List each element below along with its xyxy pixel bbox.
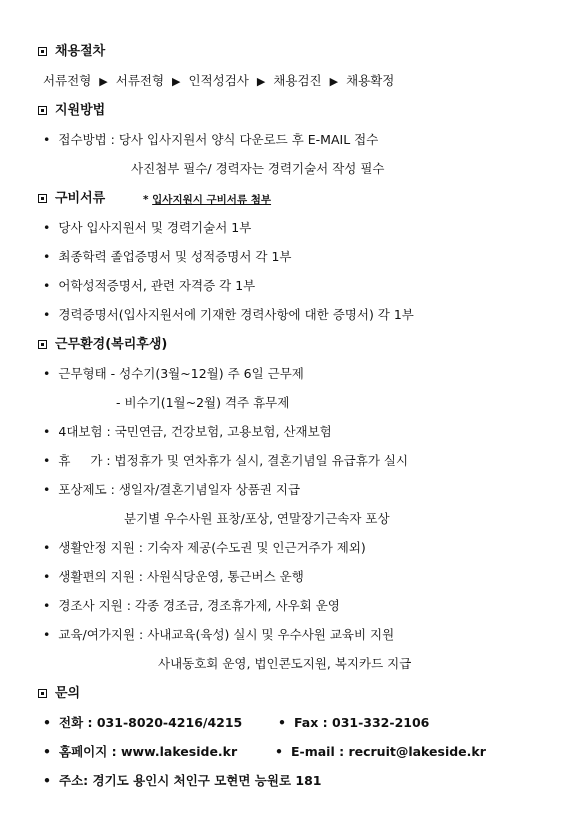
contact-email bbox=[275, 744, 486, 760]
bullet-icon: • bbox=[43, 627, 51, 642]
documents-item-text: 당사 입사지원서 및 경력기술서 1부 bbox=[58, 220, 252, 235]
procedure-step: 서류전형 bbox=[115, 73, 165, 88]
bullet-icon: • bbox=[43, 569, 51, 584]
fax-text: Fax : 031-332-2106 bbox=[294, 715, 430, 730]
procedure-step: 채용검진 bbox=[273, 73, 322, 88]
bullet-icon: • bbox=[43, 249, 51, 264]
procedure-step: 채용확정 bbox=[346, 73, 395, 88]
bullet-icon: • bbox=[43, 453, 51, 468]
documents-item bbox=[43, 220, 251, 236]
section-marker-icon bbox=[38, 340, 47, 349]
bullet-icon: • bbox=[275, 744, 283, 759]
phone-text: 전화 : 031-8020-4216/4215 bbox=[59, 715, 243, 730]
welfare-item bbox=[43, 598, 340, 614]
welfare-item bbox=[43, 569, 304, 585]
arrow-icon: ▶ bbox=[99, 75, 108, 88]
welfare-item bbox=[43, 482, 300, 498]
documents-item-text: 어학성적증명서, 관련 자격증 각 1부 bbox=[58, 278, 256, 293]
education-line-2: 사내동호회 운영, 법인콘도지원, 복지카드 지급 bbox=[158, 656, 412, 671]
welfare-title: 근무환경(복리후생) bbox=[55, 337, 168, 352]
note-prefix: * bbox=[143, 194, 153, 206]
email-link[interactable]: E-mail : recruit@lakeside.kr bbox=[291, 744, 486, 759]
bullet-icon: • bbox=[278, 715, 286, 730]
procedure-step: 인적성검사 bbox=[188, 73, 249, 88]
documents-item-text: 경력증명서(입사지원서에 기재한 경력사항에 대한 증명서) 각 1부 bbox=[58, 307, 414, 322]
application-text: 당사 입사지원서 양식 다운로드 후 E-MAIL 접수 bbox=[118, 132, 379, 147]
bullet-icon: • bbox=[43, 773, 51, 788]
contact-title: 문의 bbox=[55, 686, 81, 701]
application-header bbox=[38, 103, 105, 119]
application-line-2: 사진첨부 필수/ 경력자는 경력기술서 작성 필수 bbox=[131, 161, 385, 176]
welfare-item bbox=[43, 366, 304, 382]
application-label: 접수방법 : bbox=[58, 132, 119, 147]
education-text: 교육/여가지원 : 사내교육(육성) 실시 및 우수사원 교육비 지원 bbox=[58, 627, 395, 642]
arrow-icon: ▶ bbox=[172, 75, 181, 88]
application-title: 지원방법 bbox=[55, 103, 106, 118]
address-text: 주소: 경기도 용인시 처인구 모현면 능원로 181 bbox=[59, 773, 322, 788]
homepage-link[interactable]: 홈페이지 : www.lakeside.kr bbox=[59, 744, 238, 759]
procedure-steps bbox=[43, 73, 394, 90]
section-marker-icon bbox=[38, 689, 47, 698]
welfare-item bbox=[43, 453, 408, 469]
contact-fax bbox=[278, 715, 429, 731]
bullet-icon: • bbox=[43, 132, 51, 147]
welfare-item bbox=[43, 627, 394, 643]
documents-item bbox=[43, 249, 291, 265]
contact-header bbox=[38, 686, 80, 702]
reward-text: 포상제도 : 생일자/결혼기념일자 상품권 지급 bbox=[58, 482, 301, 497]
documents-header bbox=[38, 191, 105, 207]
section-marker-icon bbox=[38, 194, 47, 203]
welfare-item bbox=[43, 424, 332, 440]
application-line bbox=[43, 132, 378, 148]
documents-note bbox=[143, 192, 271, 208]
bullet-icon: • bbox=[43, 424, 51, 439]
documents-title: 구비서류 bbox=[55, 191, 106, 206]
bullet-icon: • bbox=[43, 220, 51, 235]
contact-homepage bbox=[43, 744, 237, 760]
celebration-text: 경조사 지원 : 각종 경조금, 경조휴가제, 사우회 운영 bbox=[58, 598, 340, 613]
arrow-icon: ▶ bbox=[256, 75, 266, 88]
procedure-step: 서류전형 bbox=[43, 73, 92, 88]
work-type-line-2: - 비수기(1월~2월) 격주 휴무제 bbox=[116, 395, 290, 410]
welfare-item bbox=[43, 540, 366, 556]
convenience-text: 생활편의 지원 : 사원식당운영, 통근버스 운행 bbox=[58, 569, 304, 584]
bullet-icon: • bbox=[43, 744, 51, 759]
bullet-icon: • bbox=[43, 307, 51, 322]
section-marker-icon bbox=[38, 47, 47, 56]
insurance-text: 4대보험 : 국민연금, 건강보험, 고용보험, 산재보험 bbox=[58, 424, 332, 439]
welfare-header bbox=[38, 337, 167, 353]
vacation-text: 휴 가 : 법정휴가 및 연차휴가 실시, 결혼기념일 유급휴가 실시 bbox=[58, 453, 409, 468]
bullet-icon: • bbox=[43, 598, 51, 613]
bullet-icon: • bbox=[43, 366, 51, 381]
documents-item bbox=[43, 278, 255, 294]
contact-address bbox=[43, 773, 321, 789]
procedure-title: 채용절차 bbox=[55, 44, 106, 59]
section-marker-icon bbox=[38, 106, 47, 115]
work-type-text: 근무형태 - 성수기(3월~12월) 주 6일 근무제 bbox=[58, 366, 304, 381]
bullet-icon: • bbox=[43, 540, 51, 555]
arrow-icon: ▶ bbox=[329, 75, 339, 88]
note-text: 입사지원시 구비서류 첨부 bbox=[152, 194, 272, 206]
documents-item bbox=[43, 307, 414, 323]
reward-line-2: 분기별 우수사원 표창/포상, 연말장기근속자 포상 bbox=[124, 511, 390, 526]
contact-phone bbox=[43, 715, 242, 731]
procedure-header bbox=[38, 44, 105, 60]
documents-item-text: 최종학력 졸업증명서 및 성적증명서 각 1부 bbox=[58, 249, 292, 264]
living-support-text: 생활안정 지원 : 기숙자 제공(수도권 및 인근거주가 제외) bbox=[58, 540, 366, 555]
bullet-icon: • bbox=[43, 278, 51, 293]
bullet-icon: • bbox=[43, 482, 51, 497]
bullet-icon: • bbox=[43, 715, 51, 730]
